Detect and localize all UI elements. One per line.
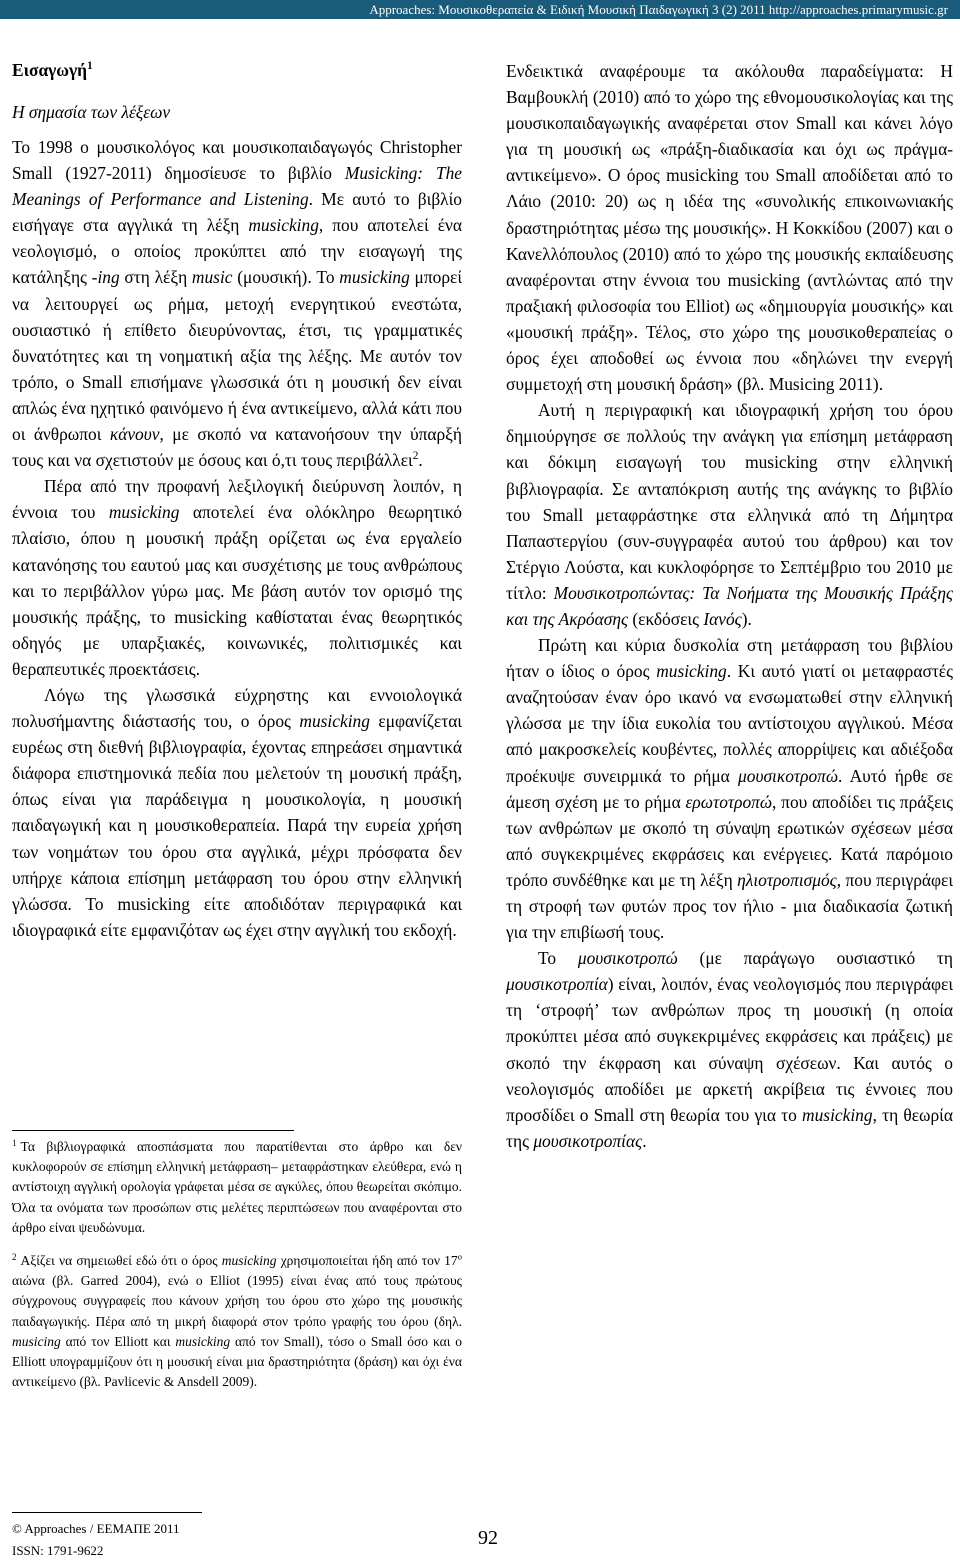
section-title bbox=[12, 58, 462, 82]
term: ερωτοτροπώ bbox=[685, 791, 773, 812]
copyright: © Approaches / ΕΕΜΑΠΕ 2011 bbox=[12, 1521, 180, 1536]
page-number: 92 bbox=[478, 1527, 498, 1549]
footnote-number: 2 bbox=[12, 1251, 17, 1262]
footnote-text: από τον Elliott και bbox=[60, 1333, 176, 1349]
term: -ing bbox=[91, 267, 120, 288]
publisher: Ιανός bbox=[703, 608, 742, 629]
term: μουσικοτροπώ bbox=[738, 765, 839, 786]
paragraph bbox=[506, 945, 953, 1154]
text-run: . bbox=[642, 1130, 647, 1151]
text-run: , τη θεωρία της bbox=[506, 1104, 953, 1151]
section-title-text: Εισαγωγή bbox=[12, 60, 88, 80]
footnote-text: Τα βιβλιογραφικά αποσπάσματα που παρατίθενται στο άρθρο και δεν κυκλοφορούν σε επίσημη ελληνική μετάφραση– μεταφράστηκαν ελεύθερα, ενώ η αντίστοιχη αγγλική ορολογία γράφεται μέσα σε αγκύλες, όπου θεωρείται σκόπιμο. Όλα τα ονόματα των προσώπων στις μελέτες περιπτώσεων που αναφέρονται στο άρθρο είναι ψευδώνυμα. bbox=[12, 1139, 462, 1235]
term: musicking bbox=[221, 1253, 277, 1269]
term: musicking bbox=[248, 215, 319, 236]
term: ηλιοτροπισμός bbox=[737, 869, 837, 890]
footnote-divider bbox=[12, 1130, 294, 1131]
text-run: αποτελεί ένα ολόκληρο θεωρητικό πλαίσιο, όπου η μουσική πράξη ορίζεται ως ένα εργαλείο κατανόησης του εαυτού μας και συσχέτισης με τους ανθρώπους και το περιβάλλον γύρω μας. Με βάση αυτόν τον ορισμό της μουσικής πράξης, το musicking καθίσταται ένας θεωρητικός οδηγός με υπαρξιακές, κοινωνικές, πολιτισμικές και θεραπευτικές προεκτάσεις. bbox=[12, 502, 462, 679]
ordinal-superscript: ο bbox=[457, 1251, 462, 1262]
journal-header bbox=[0, 0, 960, 19]
subsection-title: Η σημασία των λέξεων bbox=[12, 102, 171, 122]
paragraph bbox=[12, 473, 462, 682]
book-title: Μουσικοτροπώντας: Τα Νοήματα της Μουσικής Πράξης και της Ακρόασης bbox=[506, 582, 954, 629]
book-title: Musicking: The Meanings of Performance and Listening bbox=[12, 163, 462, 210]
text-run: Λόγω της γλωσσικά εύχρηστης και εννοιολογικά πολυσήμαντης διάστασής του, ο όρος bbox=[12, 684, 462, 732]
paragraph bbox=[12, 134, 462, 473]
term: musicking bbox=[175, 1333, 231, 1349]
text-run: , που αποτελεί ένα νεολογισμό, ο οποίος προκύπτει από την εισαγωγή της κατάληξης bbox=[12, 215, 463, 288]
term: musicking bbox=[339, 267, 410, 288]
issn: ISSN: 1791-9622 bbox=[12, 1543, 104, 1558]
text-run: . Κι αυτό γιατί οι μεταφραστές αναζητούσαν έναν όρο ικανό να ενσωματωθεί στην ελληνική γλώσσα με την ίδια ευκολία του αντίστοιχου αγγλικού. Μέσα από μακροσκελείς κουβέντες, πολλές απορρίψεις και αδιέξοδα προέκυψε συνειρμικά το ρήμα bbox=[506, 661, 953, 786]
footnote-text: χρησιμοποιείται ήδη από τον 17 bbox=[276, 1253, 458, 1269]
text-run: Αυτή η περιγραφική και ιδιογραφική χρήση του όρου δημιούργησε σε πολλούς την ανάγκη για επίσημη μετάφραση και δόκιμη εισαγωγή του musicking στην ελληνική βιβλιογραφία. Σε ανταπόκριση αυτής της ανάγκης το βιβλίο του Small μεταφράστηκε στα ελληνικά από τη Δήμητρα Παπαστεργίου (συν-συγγραφέα αυτού του άρθρου) και τον Στέργιο Λούστα, και κυκλοφόρησε το Σεπτέμβριο του 2010 με τίτλο: bbox=[506, 400, 953, 603]
text-run: , με σκοπό να κατανοήσουν την ύπαρξή τους και να σχετιστούν με όσους και ό,τι τους περιβάλλει bbox=[12, 424, 463, 471]
footnote-text: από τον Small), τόσο ο Small όσο και ο Elliott υπογραμμίζουν ότι η μουσική είναι μια δραστηριότητα (δράση) και όχι ένα αντικείμενο (βλ. Pavlicevic & Ansdell 2009). bbox=[12, 1333, 462, 1390]
footnotes bbox=[12, 1130, 462, 1405]
text-run: Το bbox=[538, 948, 578, 969]
text-run: ) είναι, λοιπόν, ένας νεολογισμός που περιγράφει τη ‘στροφή’ των ανθρώπων προς τη μουσική (η οποία προκύπτει μέσα από συγκεκριμένες εκφράσεις και πράξεις) με σκοπό την έκφραση και σύναψη σχέσεων. Και αυτός ο νεολογισμός αποδίδει με αρκετή ακρίβεια τις έννοιες που προσδίδει ο Small στη θεωρία του για το bbox=[506, 974, 953, 1125]
footnote-2 bbox=[12, 1251, 462, 1392]
text-run: . bbox=[418, 450, 423, 471]
term: μουσικοτροπίας bbox=[533, 1130, 643, 1151]
term: musicking bbox=[802, 1104, 873, 1125]
footnote-number: 1 bbox=[12, 1137, 17, 1148]
footnote-text: Αξίζει να σημειωθεί εδώ ότι ο όρος bbox=[20, 1253, 222, 1269]
text-run: (με παράγωγο ουσιαστικό τη bbox=[677, 948, 953, 969]
footer-divider bbox=[12, 1512, 202, 1513]
text-run: Πρώτη και κύρια δυσκολία στη μετάφραση του βιβλίου ήταν ο ίδιος ο όρος bbox=[506, 635, 953, 682]
text-run: (μουσική). Το bbox=[232, 267, 340, 288]
term: κάνουν bbox=[109, 424, 160, 445]
text-run: . Με αυτό το βιβλίο εισήγαγε στα αγγλικά τη λέξη bbox=[12, 189, 462, 236]
text-run: Το 1998 ο μουσικολόγος και μουσικοπαιδαγωγός Christopher Small (1927-2011) δημοσίευσε το βιβλίο bbox=[12, 137, 462, 184]
term: μουσικοτροπώ bbox=[577, 948, 678, 969]
footnote-ref-1[interactable]: 1 bbox=[87, 60, 93, 73]
text-run: , που αποδίδει τις πράξεις των ανθρώπων με σκοπό τη σύναψη ερωτικών σχέσεων μέσα από συγκεκριμένες εκφράσεις και ενέργειες. Κατά παρόμοιο τρόπο συνδέθηκε και με τη λέξη bbox=[506, 791, 953, 890]
text-run: ). bbox=[741, 608, 752, 629]
footer-info bbox=[12, 1518, 180, 1562]
paragraph: Ενδεικτικά αναφέρουμε τα ακόλουθα παραδείγματα: Η Βαμβουκλή (2010) από το χώρο της εθνομουσικολογίας και της μουσικοπαιδαγωγικής αναφέρεται στον Small και κάνει λόγο για τη μουσική ως «πράξη-διαδικασία και όχι ως πράγμα-αντικείμενο». Ο όρος musicking του Small αποδίδεται από το Λάιο (2010: 20) ως η ιδέα της «συνολικής επικοινωνιακής δραστηριότητας μέσω της μουσικής». Η Κοκκίδου (2007) και ο Κανελλόπουλος (2010) από το χώρο της μουσικής εκπαίδευσης αναφέρονται στην έννοια του musicking (αντλώντας από την πραξιακή φιλοσοφία του Elliot) ως «δημιουργία μουσικής» και «μουσική πράξη». Τέλος, στο χώρο της μουσικοθεραπείας ο όρος έχει αποδοθεί ως έννοια που «δηλώνει την ενεργή συμμετοχή στη μουσική δράση» (βλ. Musicing 2011). bbox=[506, 61, 953, 395]
term: μουσικοτροπία bbox=[506, 974, 608, 995]
term: musicking bbox=[108, 502, 180, 523]
footnote-ref-2[interactable]: 2 bbox=[412, 450, 419, 463]
paragraph bbox=[506, 632, 953, 945]
footnote-text: αιώνα (βλ. Garred 2004), ενώ ο Elliot (1995) είναι ένας από τους πρώτους σύγχρονους συγγραφείς που κάνουν χρήση του όρου στο χώρο της μουσικής παιδαγωγικής. Πέρα από τη μικρή διαφορά στον τρόπο γραφής του όρου (δηλ. bbox=[12, 1273, 462, 1329]
right-column bbox=[506, 58, 953, 1154]
term: musicing bbox=[12, 1333, 61, 1349]
text-run: εμφανίζεται ευρέως στη διεθνή βιβλιογραφία, έχοντας επηρεάσει σημαντικά διάφορα επιστημονικά πεδία που μελετούν τη μουσική πράξη, όπως είναι για παράδειγμα η μουσικολογία, η μουσική παιδαγωγική και η μουσικοθεραπεία. Παρά την ευρεία χρήση των νοημάτων του όρου στα αγγλικά, μέχρι πρόσφατα δεν υπήρχε κάποια επίσημη μετάφραση του όρου στην ελληνική γλώσσα. Το musicking είτε αποδιδόταν περιγραφικά και ιδιογραφικά είτε εμφανιζόταν ως έχει στην αγγλική του εκδοχή. bbox=[12, 711, 462, 940]
text-run: , που περιγράφει τη στροφή των φυτών προς τον ήλιο - μια διαδικασία ζωτική για την επιβίωσή τους. bbox=[506, 869, 954, 943]
paragraph bbox=[506, 397, 953, 632]
text-run: Πέρα από την προφανή λεξιλογική διεύρυνση λοιπόν, η έννοια του bbox=[12, 476, 462, 523]
text-run: μπορεί να λειτουργεί ως ρήμα, μετοχή ενεργητικού ενεστώτα, ουσιαστικό ή επίθετο διευρύνοντας, έτσι, τις γραμματικές δυνατότητες και τη νοηματική αξία της λέξης. Με αυτόν τον τρόπο, ο Small επισήμανε γλωσσικά ότι η μουσική δεν είναι απλώς ένα ηχητικό φαινόμενο ή ένα αντικείμενο, αλλά κάτι που οι άνθρωποι bbox=[12, 267, 463, 445]
text-run: στη λέξη bbox=[119, 267, 192, 288]
paragraph bbox=[12, 682, 462, 943]
text-run: . Αυτό ήρθε σε άμεση σχέση με το ρήμα bbox=[506, 765, 953, 812]
left-column bbox=[12, 58, 462, 943]
text-run: (εκδόσεις bbox=[628, 608, 704, 629]
term: musicking bbox=[299, 711, 370, 732]
header-text: Approaches: Μουσικοθεραπεία & Ειδική Μουσική Παιδαγωγική 3 (2) 2011 http://approaches.primarymusic.gr bbox=[369, 2, 948, 17]
term: musicking bbox=[656, 661, 727, 682]
footnote-1 bbox=[12, 1137, 462, 1238]
term: music bbox=[191, 267, 233, 288]
